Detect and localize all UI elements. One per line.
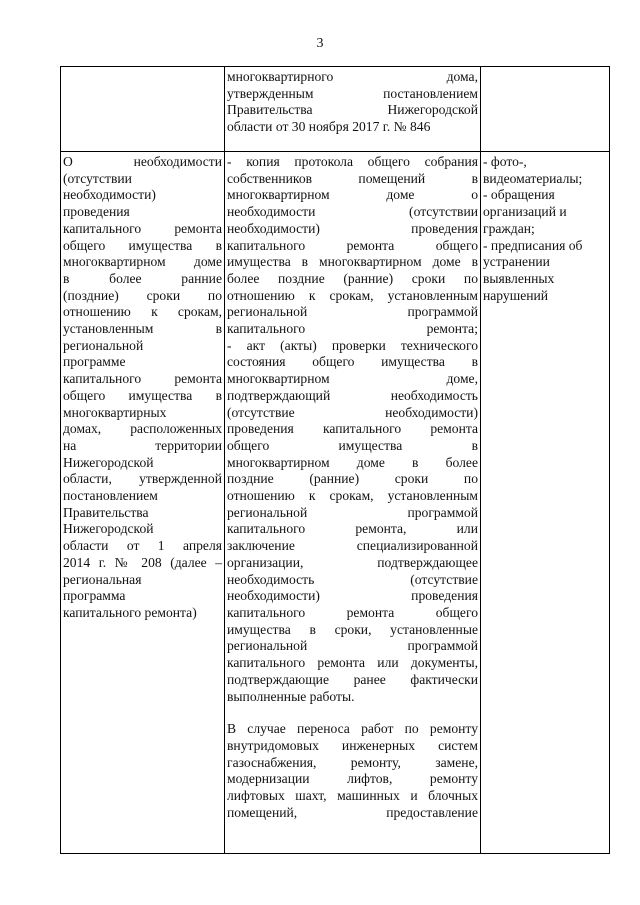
text-line: выполненные работы.: [227, 688, 355, 704]
text-line: капитального ремонта: [63, 371, 222, 387]
text-line: состояния общего имущества в: [227, 354, 478, 370]
text-line: капитального ремонта, или: [227, 521, 478, 537]
text-line: организаций и: [483, 204, 567, 220]
text-line: - акт (акты) проверки технического: [227, 337, 478, 353]
text-line: капитального ремонта общего: [227, 604, 478, 620]
text-line: - обращения: [483, 187, 555, 203]
text-line: программе: [63, 354, 126, 370]
text-line: Нижегородской: [63, 521, 154, 537]
text-line: капитального ремонта;: [227, 321, 478, 337]
text-line: граждан;: [483, 220, 535, 236]
text-line: собственников помещений в: [227, 170, 478, 186]
text-line: установленным в: [63, 321, 222, 337]
table-cell-col1: [61, 152, 225, 854]
table-cell-col2: [225, 152, 481, 854]
table-row: [61, 152, 610, 854]
text-line: лифтовых шахт, машинных и блочных: [227, 788, 478, 804]
text-line: общего имущества в: [63, 387, 222, 403]
text-line: Правительства Нижегородской: [227, 102, 478, 118]
text-line: организации, подтверждающее: [227, 554, 478, 570]
text-line: (поздние) сроки по: [63, 287, 222, 303]
text-line: видеоматериалы;: [483, 170, 583, 186]
text-line: необходимость (отсутствие: [227, 571, 478, 587]
text-line: необходимости) проведения: [227, 588, 478, 604]
text-line: - предписания об: [483, 237, 583, 253]
text-line: нарушений: [483, 287, 549, 303]
text-line: региональной программой: [227, 304, 478, 320]
text-line: (отсутствии: [63, 170, 132, 186]
text-line: региональной программой: [227, 504, 478, 520]
text-line: модернизации лифтов, ремонту: [227, 771, 478, 787]
text-line: постановлением: [63, 488, 158, 504]
text-line: капитального ремонта: [63, 220, 222, 236]
text-line: области от 30 ноября 2017 г. № 846: [227, 119, 431, 135]
text-line: поздние (ранние) сроки по: [227, 471, 478, 487]
text-line: необходимости (отсутствии: [227, 204, 478, 220]
table-cell-col2: [225, 67, 481, 152]
text-line: выявленных: [483, 270, 555, 286]
text-line: в более ранние: [63, 270, 222, 286]
text-line: области от 1 апреля: [63, 538, 222, 554]
text-line: региональной: [63, 337, 144, 353]
text-line: - фото-,: [483, 154, 527, 169]
text-line: капитального ремонта): [63, 604, 197, 620]
text-line: общего имущества в: [227, 437, 478, 453]
text-line: программа: [63, 588, 126, 604]
text-line: на территории: [63, 437, 222, 453]
document-table: [60, 66, 610, 854]
text-line: области, утвержденной: [63, 471, 222, 487]
text-line: проведения: [63, 204, 130, 220]
documents-list-text: [227, 154, 478, 705]
text-line: капитального ремонта или документы,: [227, 655, 478, 671]
text-line: многоквартирного дома,: [227, 69, 478, 84]
table-cell-col3: [481, 67, 610, 152]
text-line: подтверждающие ранее фактически: [227, 671, 478, 687]
text-line: помещений, предоставление: [227, 804, 478, 820]
page-number: 3: [316, 36, 324, 51]
text-line: многоквартирном доме,: [227, 371, 478, 387]
table-cell-col3: [481, 152, 610, 854]
text-line: отношению к срокам, установленным: [227, 287, 478, 303]
text-line: общего имущества в: [63, 237, 222, 253]
subject-text: [63, 154, 222, 622]
text-line: необходимости) проведения: [227, 220, 478, 236]
text-line: Правительства: [63, 504, 149, 520]
text-line: 2014 г. № 208 (далее –: [63, 554, 222, 570]
text-line: внутридомовых инженерных систем: [227, 737, 478, 753]
table-cell-col1: [61, 67, 225, 152]
text-line: многоквартирном доме в более: [227, 454, 478, 470]
text-line: многоквартирном доме о: [227, 187, 478, 203]
text-line: отношению к срокам,: [63, 304, 222, 320]
paragraph-gap: [227, 705, 478, 721]
text-line: региональная: [63, 571, 142, 587]
transfer-note-text: [227, 721, 478, 821]
text-line: многоквартирном доме: [63, 254, 222, 270]
text-line: Нижегородской: [63, 454, 154, 470]
text-line: имущества в сроки, установленные: [227, 621, 478, 637]
text-line: утвержденным постановлением: [227, 85, 478, 101]
text-line: О необходимости: [63, 154, 222, 169]
text-line: газоснабжения, ремонту, замене,: [227, 754, 478, 770]
text-line: отношению к срокам, установленным: [227, 488, 478, 504]
text-line: подтверждающий необходимость: [227, 387, 478, 403]
text-line: имущества в многоквартирном доме в: [227, 254, 478, 270]
text-line: В случае переноса работ по ремонту: [227, 721, 478, 737]
text-line: региональной программой: [227, 638, 478, 654]
table-row: [61, 67, 610, 152]
evidence-list-text: [483, 154, 607, 304]
text-line: проведения капитального ремонта: [227, 421, 478, 437]
text-line: заключение специализированной: [227, 538, 478, 554]
text-line: (отсутствие необходимости): [227, 404, 478, 420]
row1-col2-text: [227, 69, 478, 136]
text-line: необходимости): [63, 187, 156, 203]
text-line: многоквартирных: [63, 404, 167, 420]
text-line: устранении: [483, 254, 550, 270]
text-line: домах, расположенных: [63, 421, 222, 437]
text-line: - копия протокола общего собрания: [227, 154, 478, 169]
text-line: более поздние (ранние) сроки по: [227, 270, 478, 286]
text-line: капитального ремонта общего: [227, 237, 478, 253]
